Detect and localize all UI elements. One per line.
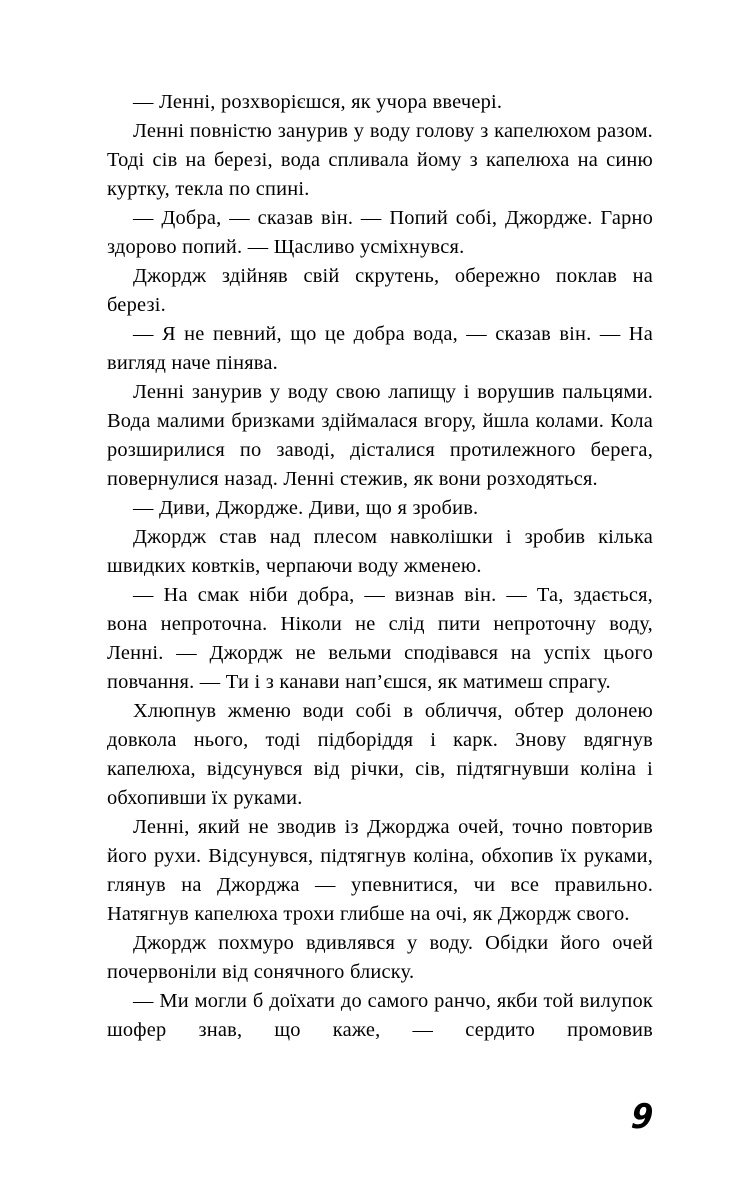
body-text-column <box>107 88 653 1045</box>
page-number: 9 <box>629 1097 655 1137</box>
paragraph: — Диви, Джордже. Диви, що я зробив. <box>133 497 479 519</box>
paragraph: Ленні, який не зводив із Джорджа очей, точно повторив його рухи. Відсунувся, підтягнув коліна, обхопив їх руками, глянув на Джорджа — упевнитися, чи все правильно. Натягнув капелюха трохи глибше на очі, як Джордж свого. <box>107 816 653 925</box>
paragraph: — Ми могли б доїхати до самого ранчо, якби той вилупок шофер знав, що каже, — сердито промовив <box>107 990 653 1041</box>
paragraph: — Добра, — сказав він. — Попий собі, Джордже. Гарно здорово попий. — Щасливо усміхнувся. <box>107 207 653 258</box>
paragraph: — Ленні, розхворієшся, як учора ввечері. <box>133 91 503 113</box>
paragraph: Хлюпнув жменю води собі в обличчя, обтер долонею довкола нього, тоді підборіддя і карк. Знову вдягнув капелюха, відсунувся від річки, сів, підтягнувши коліна і обхопивши їх руками. <box>107 700 653 809</box>
paragraph: Ленні занурив у воду свою лапищу і ворушив пальцями. Вода малими бризками здіймалася вгору, йшла колами. Кола розширилися по заводі, дісталися протилежного берега, повернулися назад. Ленні стежив, як вони розходяться. <box>107 381 653 490</box>
paragraph: Джордж став над плесом навколішки і зробив кілька швидких ковтків, черпаючи воду жменею. <box>107 526 653 577</box>
paragraph: — Я не певний, що це добра вода, — сказав він. — На вигляд наче пінява. <box>107 323 653 374</box>
paragraph: Джордж похмуро вдивлявся у воду. Обідки його очей почервоніли від сонячного блиску. <box>107 932 653 983</box>
paragraph: Джордж здійняв свій скрутень, обережно поклав на березі. <box>107 265 653 316</box>
paragraph: Ленні повністю занурив у воду голову з капелюхом разом. Тоді сів на березі, вода спливала йому з капелюха на синю куртку, текла по спині. <box>107 120 653 200</box>
paragraph: — На смак ніби добра, — визнав він. — Та, здається, вона непроточна. Ніколи не слід пити непроточну воду, Ленні. — Джордж не вельми сподівався на успіх цього повчання. — Ти і з канави нап’єшся, як матимеш спрагу. <box>107 584 653 693</box>
